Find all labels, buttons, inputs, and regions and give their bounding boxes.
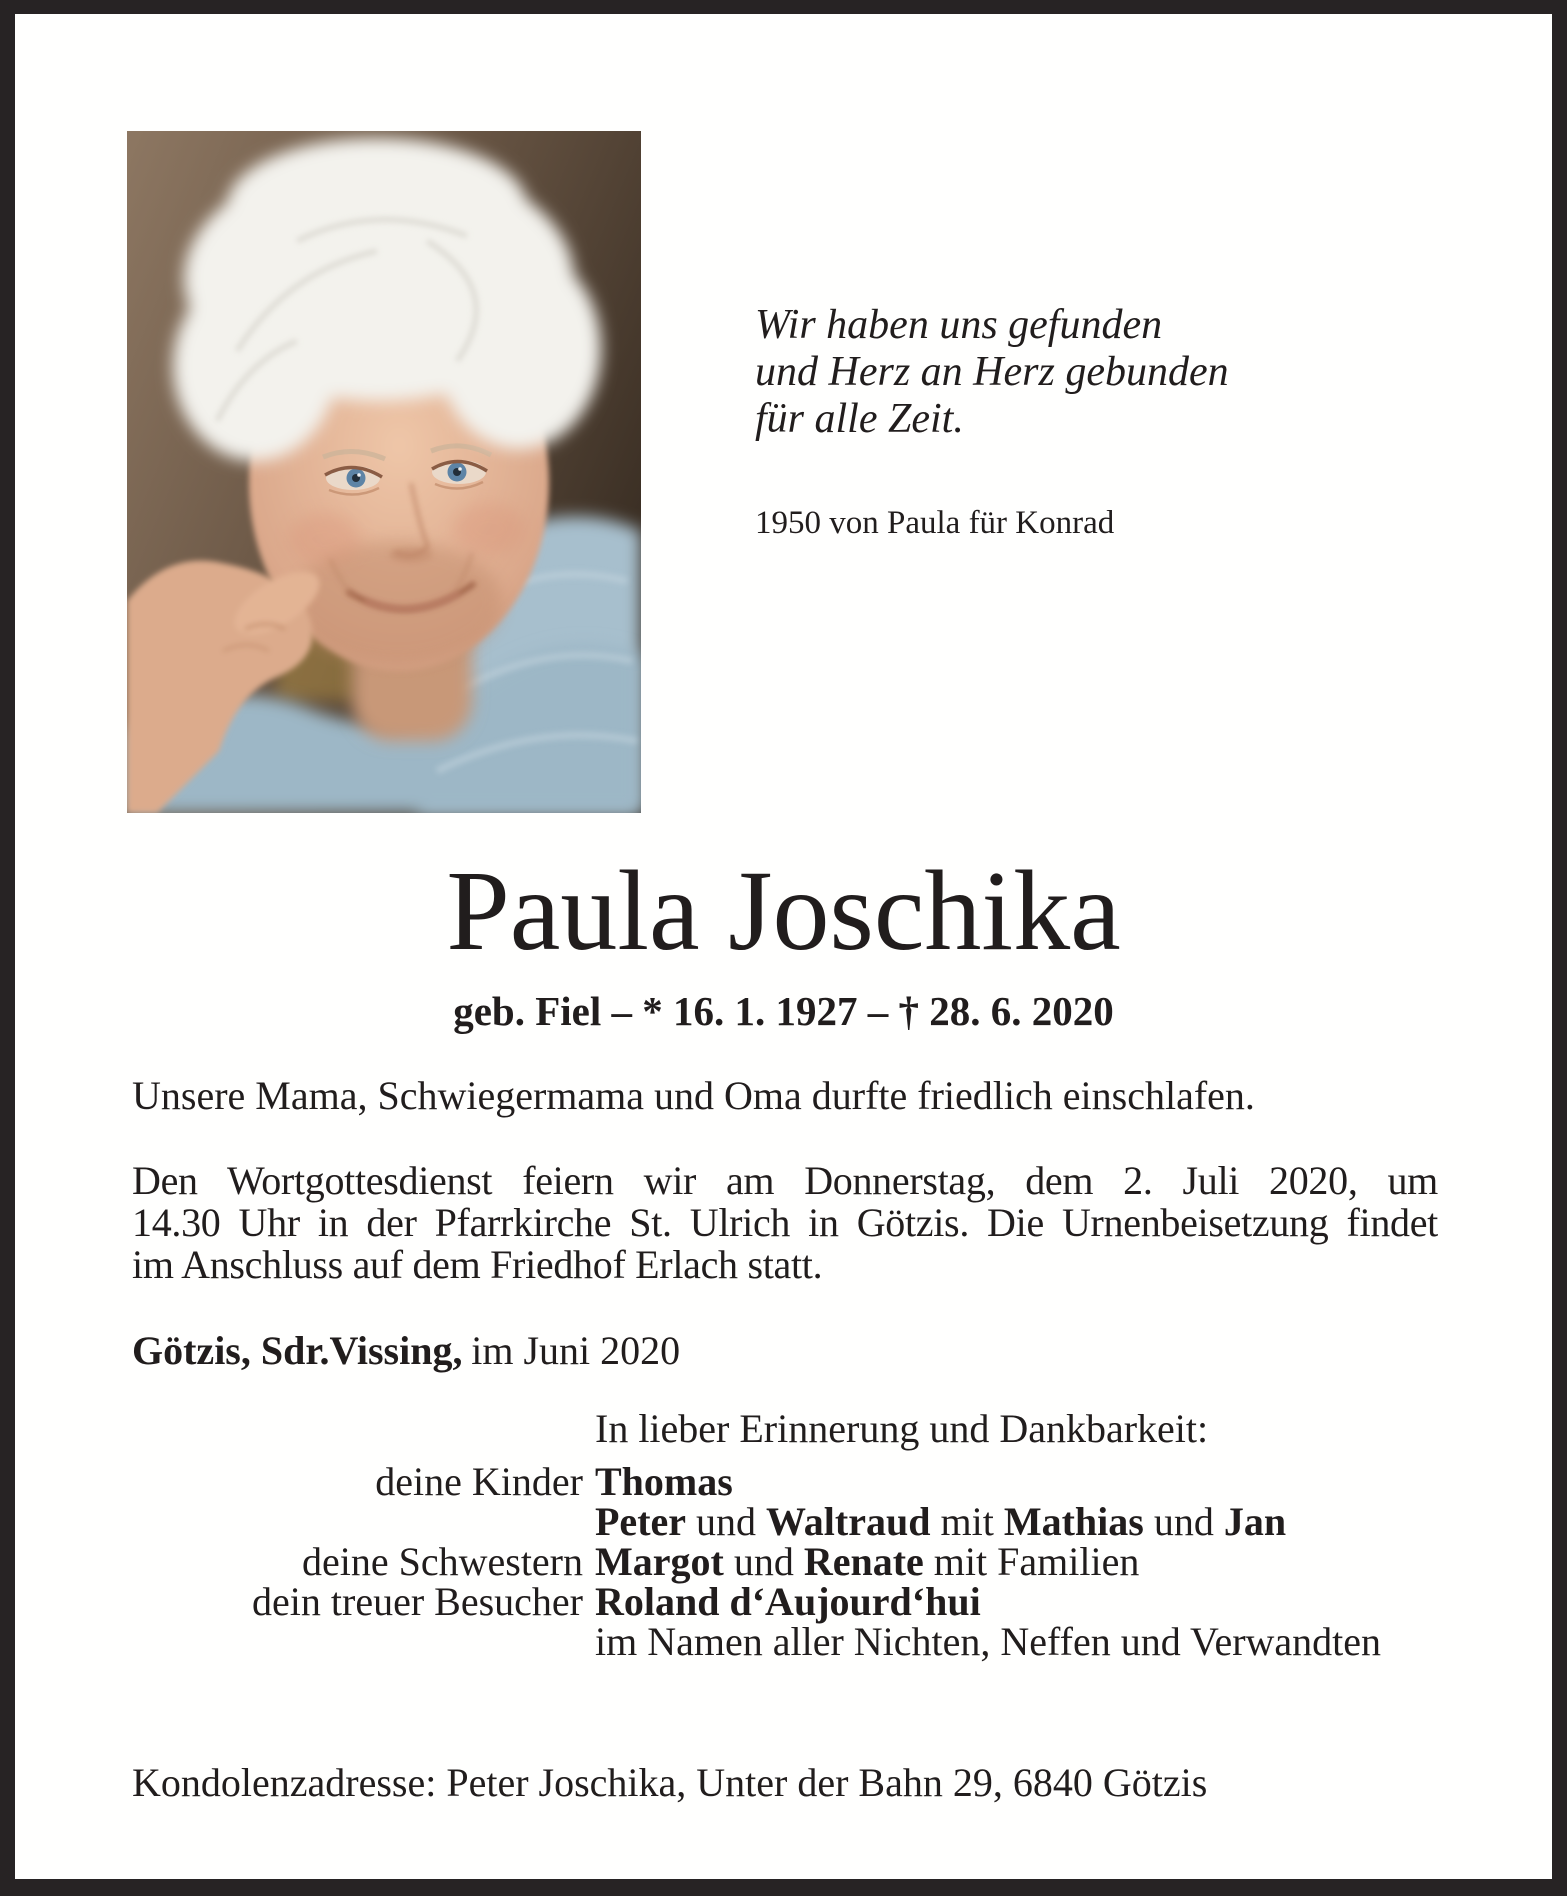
mourner-names: Peter und Waltraud mit Mathias und Jan	[595, 1499, 1287, 1544]
mourner-label	[132, 1502, 583, 1542]
condolence-address: Kondolenzadresse: Peter Joschika, Unter der Bahn 29, 6840 Götzis	[132, 1760, 1208, 1805]
service-line: im Anschluss auf dem Friedhof Erlach statt.	[132, 1242, 823, 1287]
announcement-intro: Unsere Mama, Schwiegermama und Oma durfte friedlich einschlafen.	[132, 1073, 1255, 1118]
mourner-label: deine Kinder	[375, 1459, 583, 1504]
mourner-label	[132, 1622, 583, 1662]
dateline-date: im Juni 2020	[471, 1328, 681, 1373]
service-paragraph	[132, 1160, 1438, 1286]
place-dateline	[132, 1330, 680, 1372]
verse-attribution: 1950 von Paula für Konrad	[755, 505, 1115, 541]
verse-line: und Herz an Herz gebunden	[755, 349, 1229, 395]
verse-line: Wir haben uns gefunden	[755, 302, 1163, 348]
memorial-verse	[755, 302, 1315, 543]
deceased-name: Paula Joschika	[446, 847, 1121, 974]
mourners-closing: im Namen aller Nichten, Neffen und Verwandten	[595, 1619, 1382, 1664]
remembrance-intro: In lieber Erinnerung und Dankbarkeit:	[595, 1406, 1209, 1451]
portrait-photo-illustration	[127, 131, 641, 813]
birth-death-line: geb. Fiel – * 16. 1. 1927 – † 28. 6. 2020	[453, 988, 1114, 1034]
service-line: Den Wortgottesdienst feiern wir am Donnerstag, dem 2. Juli 2020, um	[132, 1158, 1438, 1203]
mourner-names: Roland d‘Aujourd‘hui	[595, 1579, 981, 1624]
mourner-label: deine Schwestern	[301, 1539, 583, 1584]
dateline-location: Götzis, Sdr.Vissing,	[132, 1328, 463, 1373]
verse-line: für alle Zeit.	[755, 396, 964, 442]
service-line: 14.30 Uhr in der Pfarrkirche St. Ulrich in Götzis. Die Urnenbeisetzung findet	[132, 1200, 1438, 1245]
portrait-photo	[127, 131, 641, 813]
mourner-names: Thomas	[595, 1459, 733, 1504]
mourner-label: dein treuer Besucher	[252, 1579, 583, 1624]
mourners-list	[132, 1459, 1462, 1664]
mourner-names: Margot und Renate mit Familien	[595, 1539, 1140, 1584]
